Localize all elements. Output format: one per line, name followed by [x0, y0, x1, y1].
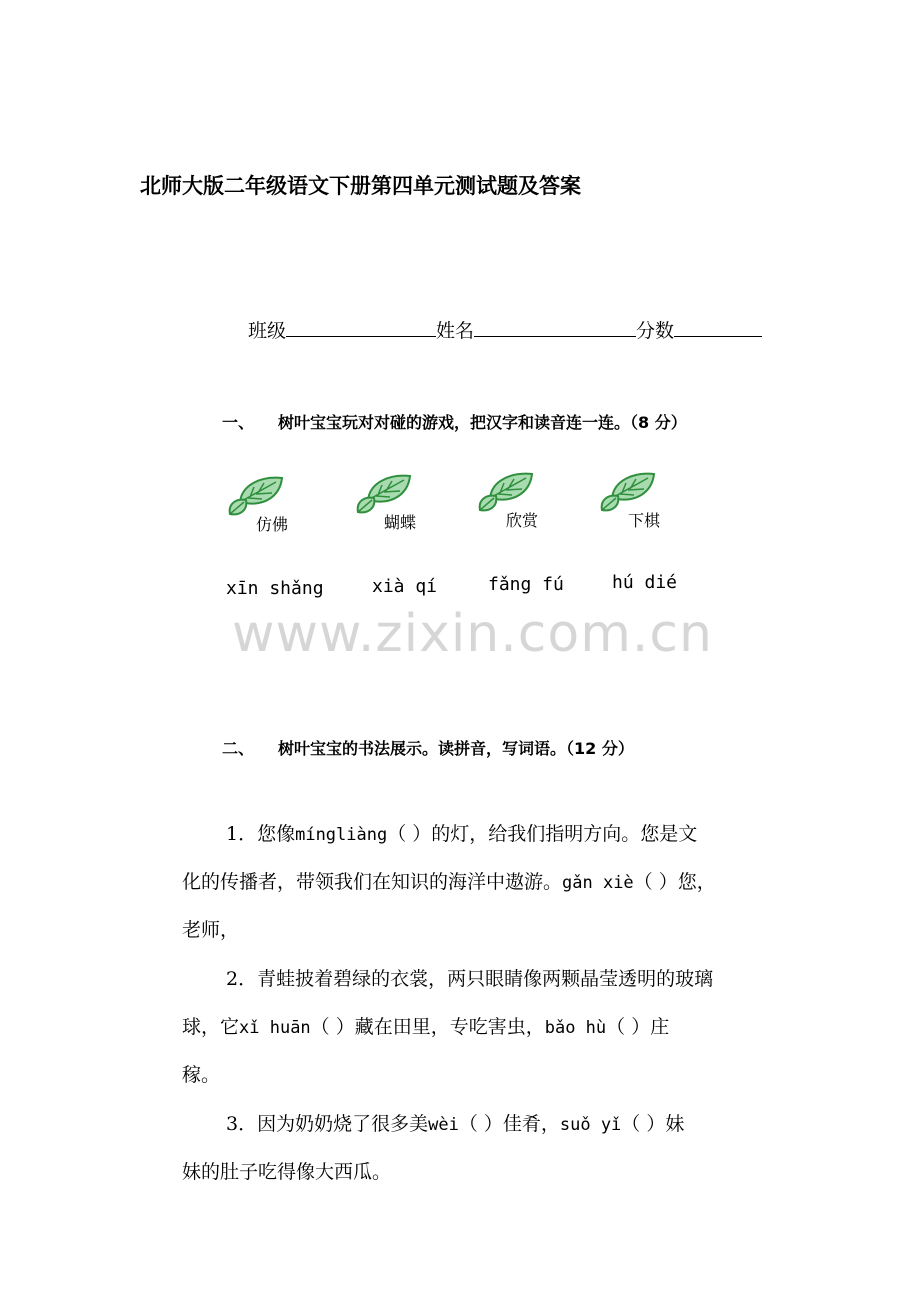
q3-text-a: 3．因为奶奶烧了很多美 [226, 1113, 429, 1135]
leaf-word-2: 蝴蝶 [384, 513, 417, 532]
q2-answer-blank-b[interactable]: （ ） [606, 1016, 651, 1038]
leaf-card-4 [598, 470, 678, 540]
q2-text-a: 2．青蛙披着碧绿的衣裳，两只眼睛像两颗晶莹透明的玻璃 [226, 968, 714, 990]
watermark: www.zixin.com.cn [232, 604, 713, 664]
class-label: 班级 [248, 320, 287, 342]
q3-text-d: 妹的肚子吃得像大西瓜。 [182, 1161, 392, 1183]
section-2-number: 二、 [222, 739, 255, 758]
section-2-heading [222, 736, 634, 759]
q1-pinyin-a: míngliàng [295, 825, 388, 845]
leaf-card-2 [354, 472, 434, 542]
score-blank[interactable] [674, 316, 762, 337]
q1-text-c: 化的传播者，带领我们在知识的海洋中遨游。 [182, 871, 563, 893]
student-info-line [248, 316, 762, 343]
q2-text-c: 藏在田里，专吃害虫， [354, 1016, 545, 1038]
q1-text-a: 1．您像 [226, 823, 296, 845]
leaf-word-4: 下棋 [628, 511, 661, 530]
q2-pinyin-b: bǎo hù [544, 1018, 607, 1038]
pinyin-3: fǎng fú [488, 574, 564, 595]
q2-text-d: 庄 [650, 1016, 670, 1038]
document-title: 北师大版二年级语文下册第四单元测试题及答案 [140, 174, 581, 198]
q1-text-e: 老师， [182, 919, 240, 941]
question-2 [182, 955, 786, 1099]
q3-pinyin-a: wèi [428, 1115, 459, 1135]
section-2-instruction: 树叶宝宝的书法展示。读拼音，写词语。（12 分） [278, 739, 634, 758]
leaf-card-3 [476, 470, 556, 540]
q3-answer-blank-a[interactable]: （ ） [458, 1113, 503, 1135]
q2-answer-blank-a[interactable]: （ ） [310, 1016, 355, 1038]
question-3 [182, 1100, 786, 1196]
pinyin-1: xīn shǎng [226, 578, 324, 599]
question-1 [182, 810, 786, 954]
score-label: 分数 [636, 320, 675, 342]
q1-pinyin-b: gǎn xiè [562, 873, 634, 893]
q3-pinyin-b: suǒ yǐ [559, 1115, 622, 1135]
q1-answer-blank-a[interactable]: （ ） [387, 823, 432, 845]
q3-answer-blank-b[interactable]: （ ） [621, 1113, 666, 1135]
q1-answer-blank-b[interactable]: （ ） [633, 871, 678, 893]
q1-text-d: 您， [677, 871, 716, 893]
q3-text-c: 妹 [665, 1113, 685, 1135]
name-label: 姓名 [436, 320, 475, 342]
class-blank[interactable] [286, 316, 436, 337]
pinyin-4: hú dié [612, 572, 678, 593]
pinyin-2: xià qí [372, 576, 438, 597]
q2-text-b: 球，它 [182, 1016, 240, 1038]
name-blank[interactable] [474, 316, 636, 337]
leaf-card-1 [226, 474, 306, 544]
leaf-word-3: 欣赏 [506, 511, 539, 530]
section-1-instruction: 树叶宝宝玩对对碰的游戏，把汉字和读音连一连。（8 分） [278, 413, 687, 432]
q2-pinyin-a: xǐ huān [239, 1018, 311, 1038]
q2-text-e: 稼。 [182, 1064, 221, 1086]
section-1-number: 一、 [222, 413, 255, 432]
q3-text-b: 佳肴， [502, 1113, 560, 1135]
q1-text-b: 的灯，给我们指明方向。您是文 [431, 823, 698, 845]
section-1-heading [222, 410, 687, 433]
leaf-word-1: 仿佛 [256, 515, 289, 534]
